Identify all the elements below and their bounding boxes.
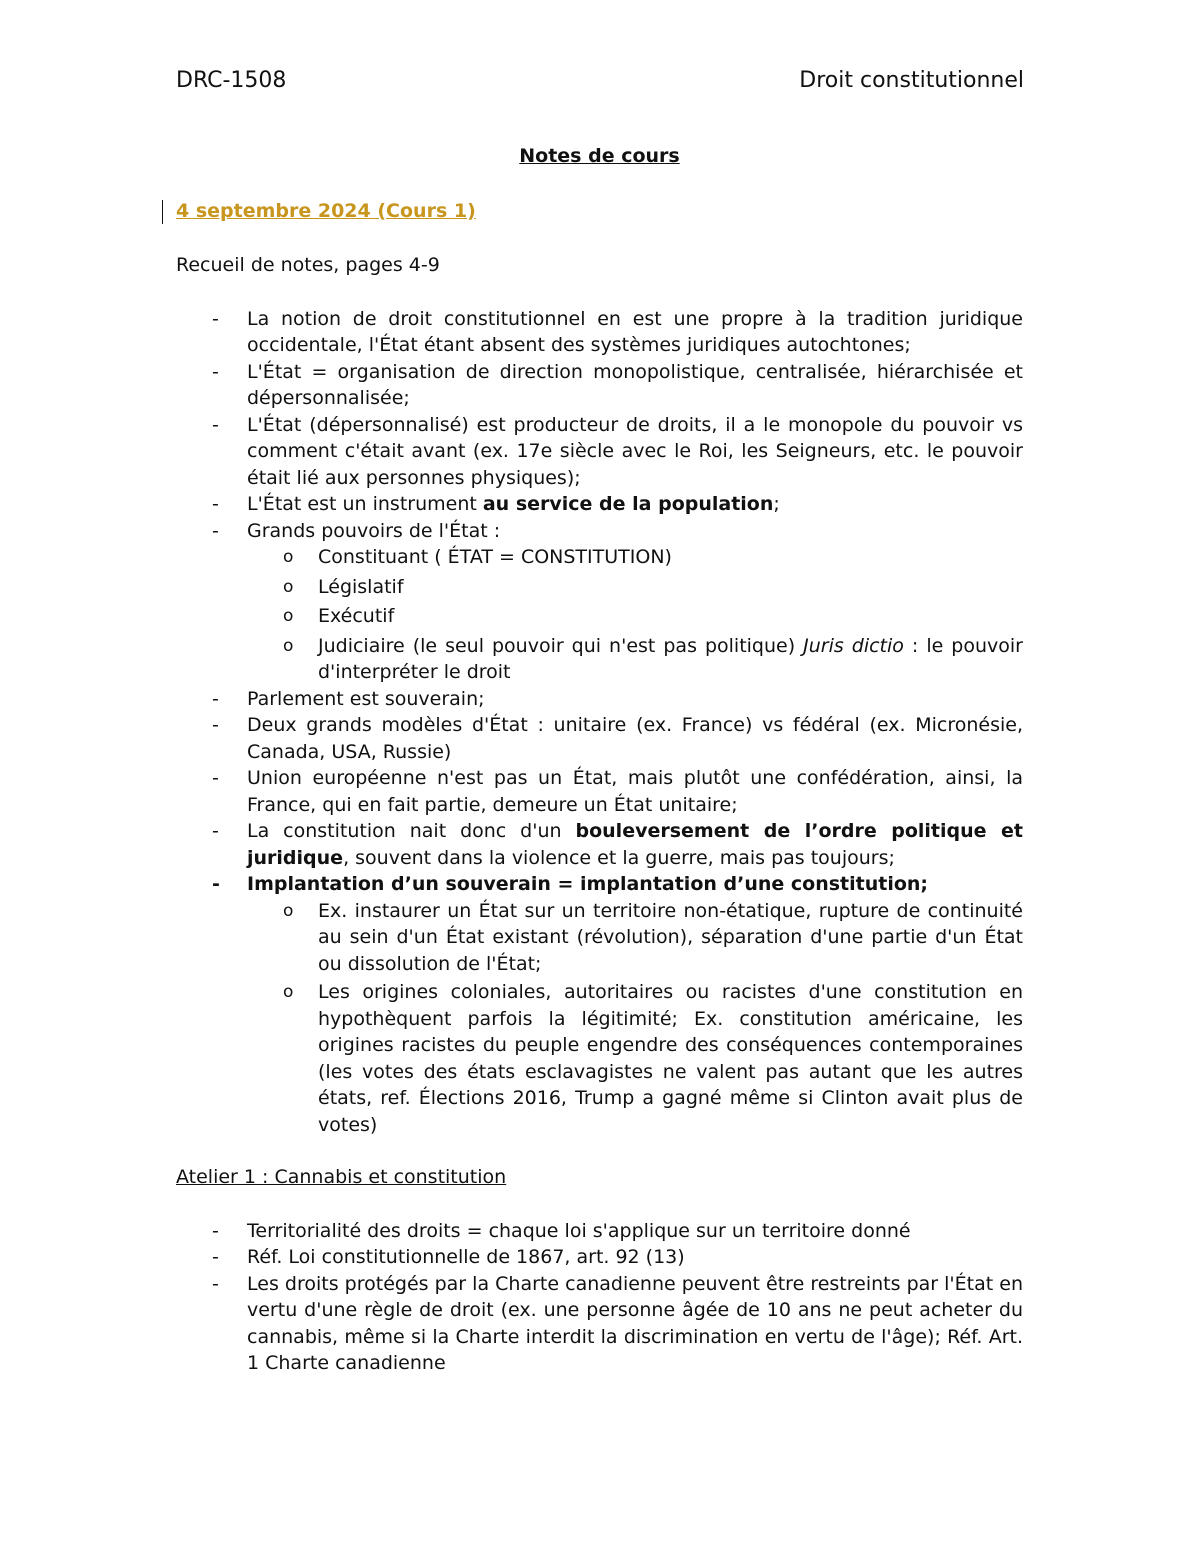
list-item-text: La constitution nait donc d'un [247, 820, 576, 842]
dash-marker: - [212, 519, 219, 542]
circle-marker: o [283, 606, 294, 626]
list-item [176, 1271, 1023, 1377]
atelier-heading: Atelier 1 : Cannabis et constitution [176, 1166, 507, 1188]
header-course-title: Droit constitutionnel [799, 68, 1024, 93]
sub-list-item [247, 603, 1023, 630]
list-item [176, 686, 1023, 713]
main-bullet-list-continued [176, 686, 1023, 898]
list-item [176, 359, 1023, 412]
list-item [176, 871, 1023, 898]
list-item-bold-text: au service de la population [482, 493, 774, 515]
list-item-text: Réf. Loi constitutionnelle de 1867, art. 92 (13) [247, 1246, 685, 1268]
list-item-text-end: ; [773, 493, 780, 515]
list-item [176, 412, 1023, 492]
list-item [176, 491, 1023, 518]
dash-marker: - [212, 820, 219, 842]
text-cursor [162, 200, 163, 224]
sub-list-item-text: Constituant ( ÉTAT = CONSTITUTION) [318, 546, 672, 568]
sub-list-item-italic-text: Juris dictio [803, 634, 904, 657]
sub-list-item-text: Législatif [318, 575, 404, 598]
page-title: Notes de cours [519, 145, 680, 167]
list-item [176, 818, 1023, 871]
list-item [176, 1218, 1023, 1245]
dash-marker: - [212, 767, 219, 789]
sub-list-item [247, 544, 1023, 571]
circle-marker: o [283, 547, 294, 567]
list-item [176, 518, 1023, 545]
dash-marker: - [212, 360, 219, 383]
list-item-text: Grands pouvoirs de l'État : [247, 519, 501, 542]
list-item-text: Les droits protégés par la Charte canadienne peuvent être restreints par l'État en vertu d'une règle de droit (ex. une personne âgée de 10 ans ne peut acheter du cannabis, même si la Charte interdit la discrimination en vertu de l'âge); Réf. Art. 1 Charte canadienne [247, 1272, 1023, 1374]
list-item-text: Parlement est souverain; [247, 687, 485, 710]
list-item-bold-text: bouleversement de l’ordre politique et juridique [247, 820, 1024, 869]
circle-marker: o [283, 982, 294, 1002]
list-item-text: Union européenne n'est pas un État, mais plutôt une confédération, ainsi, la France, qui en fait partie, demeure un État unitaire; [247, 767, 1023, 816]
list-item-text: La notion de droit constitutionnel en est une propre à la tradition juridique occidentale, l'État étant absent des systèmes juridiques autochtones; [247, 307, 1023, 356]
circle-marker: o [283, 576, 294, 597]
list-item-text-end: , souvent dans la violence et la guerre, mais pas toujours; [343, 846, 895, 869]
atelier-bullet-list [176, 1218, 1023, 1377]
main-bullet-list [176, 306, 1023, 545]
dash-marker: - [212, 307, 219, 330]
lecture-date-text: 4 septembre 2024 (Cours 1) [176, 199, 476, 222]
document-body[interactable] [176, 143, 1023, 1377]
sub-list-item [247, 574, 1023, 601]
list-item-text: L'État est un instrument [247, 493, 483, 515]
list-item-text: L'État = organisation de direction monopolistique, centralisée, hiérarchisée et dépersonnalisée; [247, 360, 1023, 409]
dash-marker: - [212, 1246, 219, 1268]
sub-list-item-text: Judiciaire (le seul pouvoir qui n'est pas politique) [318, 634, 804, 657]
list-item [176, 1244, 1023, 1271]
list-item-text: Implantation d’un souverain = implantation d’une constitution; [247, 873, 929, 895]
sub-bullet-list-sovereign [176, 898, 1023, 1139]
sub-list-item [247, 633, 1023, 686]
list-item-text: L'État (dépersonnalisé) est producteur de droits, il a le monopole du pouvoir vs comment c'était avant (ex. 17e siècle avec le Roi, les Seigneurs, etc. le pouvoir était lié aux personnes physiques); [247, 413, 1023, 489]
list-item-text: Territorialité des droits = chaque loi s'applique sur un territoire donné [247, 1219, 911, 1242]
dash-marker: - [212, 873, 220, 895]
dash-marker: - [212, 714, 219, 736]
list-item-text: Deux grands modèles d'État : unitaire (ex. France) vs fédéral (ex. Micronésie, Canada, USA, Russie) [247, 714, 1023, 763]
sub-list-item-text-end: : le pouvoir d'interpréter le droit [318, 634, 1023, 683]
list-item [176, 306, 1023, 359]
sub-bullet-list-powers [176, 544, 1023, 686]
dash-marker: - [212, 493, 219, 515]
sub-list-item-text: Exécutif [318, 605, 395, 627]
dash-marker: - [212, 1272, 219, 1295]
header-course-code: DRC-1508 [176, 68, 287, 93]
circle-marker: o [283, 900, 294, 921]
dash-marker: - [212, 687, 219, 710]
recueil-reference: Recueil de notes, pages 4-9 [176, 254, 440, 276]
list-item [176, 712, 1023, 765]
sub-list-item [247, 979, 1023, 1138]
sub-list-item [247, 898, 1023, 978]
sub-list-item-text: Les origines coloniales, autoritaires ou racistes d'une constitution en hypothèquent parfois la légitimité; Ex. constitution américaine, les origines racistes du peuple engendre des conséquences contemporaines (les votes des états esclavagistes ne valent pas autant que les autres états, ref. Élections 2016, Trump a gagné même si Clinton avait plus de votes) [318, 981, 1023, 1136]
dash-marker: - [212, 413, 219, 436]
circle-marker: o [283, 635, 294, 656]
dash-marker: - [212, 1219, 219, 1242]
sub-list-item-text: Ex. instaurer un État sur un territoire non-étatique, rupture de continuité au sein d'un État existant (révolution), séparation d'une partie d'un État ou dissolution de l'État; [318, 899, 1023, 975]
list-item [176, 765, 1023, 818]
lecture-date-heading [176, 198, 1023, 225]
